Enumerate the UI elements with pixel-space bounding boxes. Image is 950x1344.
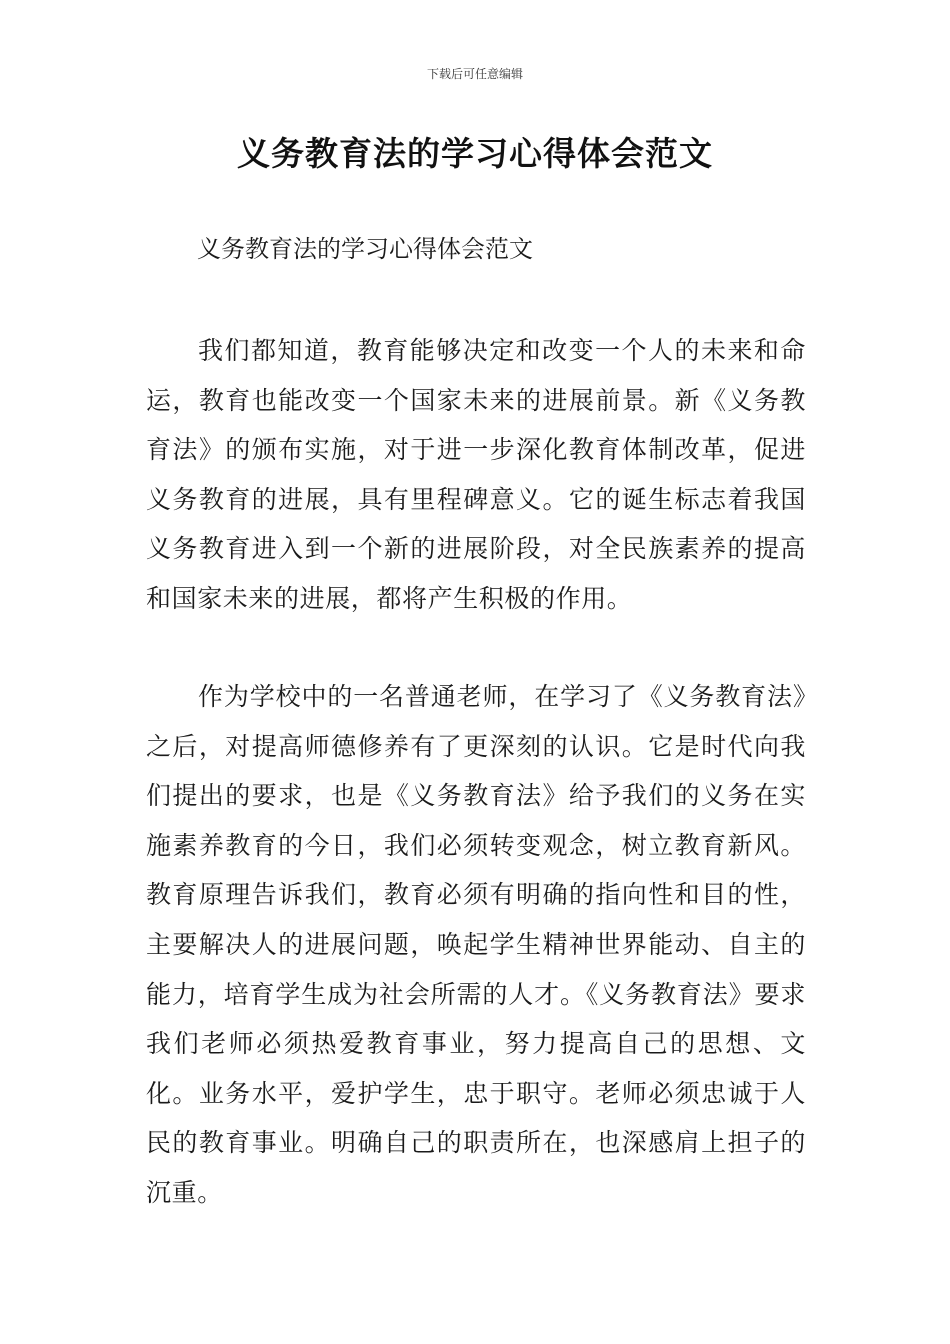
paragraph-2: 作为学校中的一名普通老师，在学习了《义务教育法》之后，对提高师德修养有了更深刻的认识。它是时代向我们提出的要求，也是《义务教育法》给予我们的义务在实施素养教育的今日，我们必须转变观念，树立教育新风。教育原理告诉我们，教育必须有明确的指向性和目的性，主要解决人的进展问题，唤起学生精神世界能动、自主的能力，培育学生成为社会所需的人才。《义务教育法》要求我们老师必须热爱教育事业，努力提高自己的思想、文化。业务水平，爱护学生，忠于职守。老师必须忠诚于人民的教育事业。明确自己的职责所在，也深感肩上担子的沉重。 xyxy=(146,682,806,1207)
paragraph-1: 我们都知道，教育能够决定和改变一个人的未来和命运，教育也能改变一个国家未来的进展前景。新《义务教育法》的颁布实施，对于进一步深化教育体制改革，促进义务教育的进展，具有里程碑意义。它的诞生标志着我国义务教育进入到一个新的进展阶段，对全民族素养的提高和国家未来的进展，都将产生积极的作用。 xyxy=(146,336,806,613)
header-note: 下载后可任意编辑 xyxy=(426,67,523,81)
document-subtitle: 义务教育法的学习心得体会范文 xyxy=(197,235,533,263)
document-title: 义务教育法的学习心得体会范文 xyxy=(237,134,713,173)
